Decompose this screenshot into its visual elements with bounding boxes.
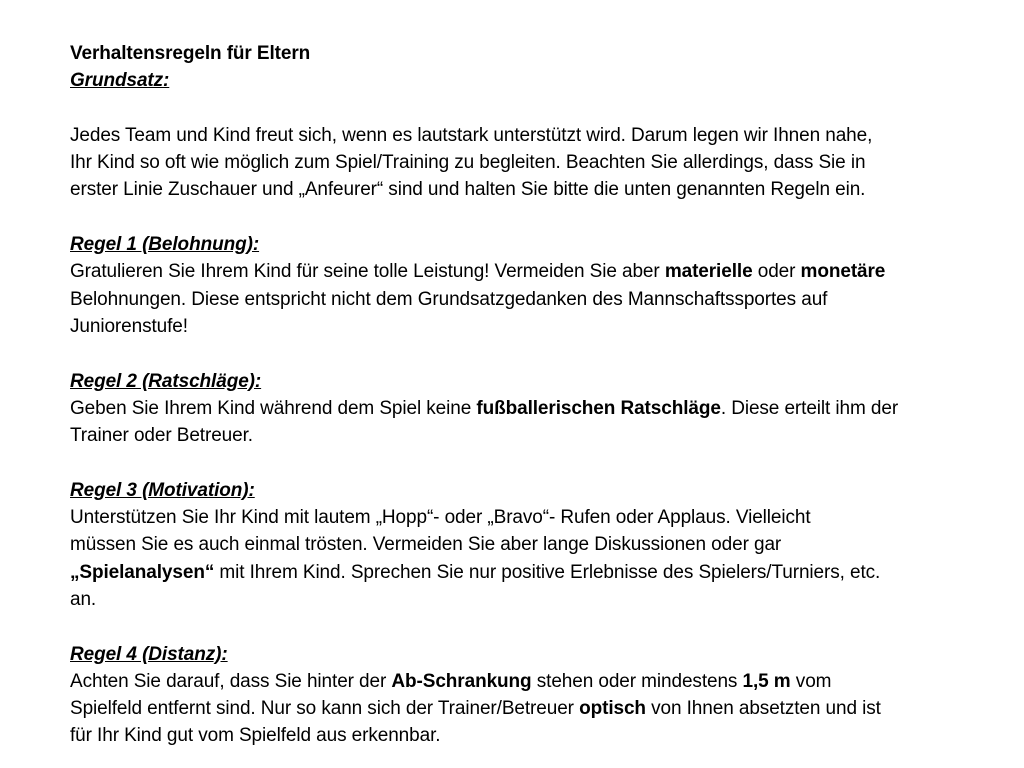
rule-3-line: müssen Sie es auch einmal trösten. Vermeiden Sie aber lange Diskussionen oder gar: [70, 534, 782, 556]
principle-line: Jedes Team und Kind freut sich, wenn es lautstark unterstützt wird. Darum legen wir Ihnen nahe,: [70, 124, 873, 146]
principle-line: Ihr Kind so oft wie möglich zum Spiel/Training zu begleiten. Beachten Sie allerdings, dass Sie in: [70, 152, 866, 174]
rule-emphasis: monetäre: [800, 261, 886, 283]
rule-4-heading: Regel 4 (Distanz):: [70, 643, 228, 665]
rule-text: Spielfeld entfernt sind. Nur so kann sich der Trainer/Betreuer: [70, 698, 580, 720]
rule-emphasis: optisch: [579, 698, 646, 720]
rule-text: . Diese erteilt ihm der: [720, 397, 899, 419]
document-title: Verhaltensregeln für Eltern: [70, 43, 311, 64]
spacer: [70, 449, 990, 476]
rule-4-line: [70, 668, 990, 695]
rule-1-section: [70, 231, 990, 340]
rule-3-line: an.: [70, 588, 97, 610]
rule-1-line: Juniorenstufe!: [70, 315, 188, 337]
spacer: [70, 95, 990, 122]
rule-4-line: für Ihr Kind gut vom Spielfeld aus erkennbar.: [70, 725, 441, 747]
rule-3-heading: Regel 3 (Motivation):: [70, 479, 255, 501]
principle-line: erster Linie Zuschauer und „Anfeurer“ sind und halten Sie bitte die unten genannten Regeln ein.: [70, 179, 866, 201]
rule-4-line: [70, 695, 990, 722]
rule-2-heading: Regel 2 (Ratschläge):: [70, 370, 262, 392]
rule-emphasis: materielle: [664, 261, 753, 283]
rule-1-line: [70, 258, 990, 285]
principle-section: [70, 67, 990, 203]
spacer: [70, 204, 990, 231]
rule-text: Geben Sie Ihrem Kind während dem Spiel keine: [70, 397, 477, 419]
rule-4-section: [70, 641, 990, 750]
rule-1-heading: Regel 1 (Belohnung):: [70, 234, 260, 256]
spacer: [70, 340, 990, 367]
principle-heading: Grundsatz:: [70, 70, 170, 92]
rule-2-section: [70, 368, 990, 450]
rule-emphasis: 1,5 m: [742, 670, 791, 692]
rule-1-line: Belohnungen. Diese entspricht nicht dem Grundsatzgedanken des Mannschaftssportes auf: [70, 288, 828, 310]
rule-3-line: [70, 559, 990, 586]
rule-emphasis: fußballerischen Ratschläge: [476, 397, 721, 419]
rule-text: mit Ihrem Kind. Sprechen Sie nur positive Erlebnisse des Spielers/Turniers, etc.: [214, 561, 881, 583]
rule-emphasis: Ab-Schrankung: [391, 670, 532, 692]
spacer: [70, 613, 990, 640]
rule-text: stehen oder mindestens: [531, 670, 743, 692]
rule-text: Gratulieren Sie Ihrem Kind für seine tolle Leistung! Vermeiden Sie aber: [70, 261, 665, 283]
document-page: [70, 40, 990, 750]
rule-text: vom: [790, 670, 832, 692]
rule-text: Achten Sie darauf, dass Sie hinter der: [70, 670, 392, 692]
rule-emphasis: „Spielanalysen“: [70, 561, 215, 583]
rule-3-line: Unterstützen Sie Ihr Kind mit lautem „Hopp“- oder „Bravo“- Rufen oder Applaus. Vielleicht: [70, 507, 811, 529]
rule-3-section: [70, 477, 990, 613]
rule-text: von Ihnen absetzten und ist: [645, 698, 881, 720]
rule-2-line: [70, 395, 990, 422]
rule-text: oder: [752, 261, 801, 283]
rule-2-line: Trainer oder Betreuer.: [70, 425, 253, 447]
